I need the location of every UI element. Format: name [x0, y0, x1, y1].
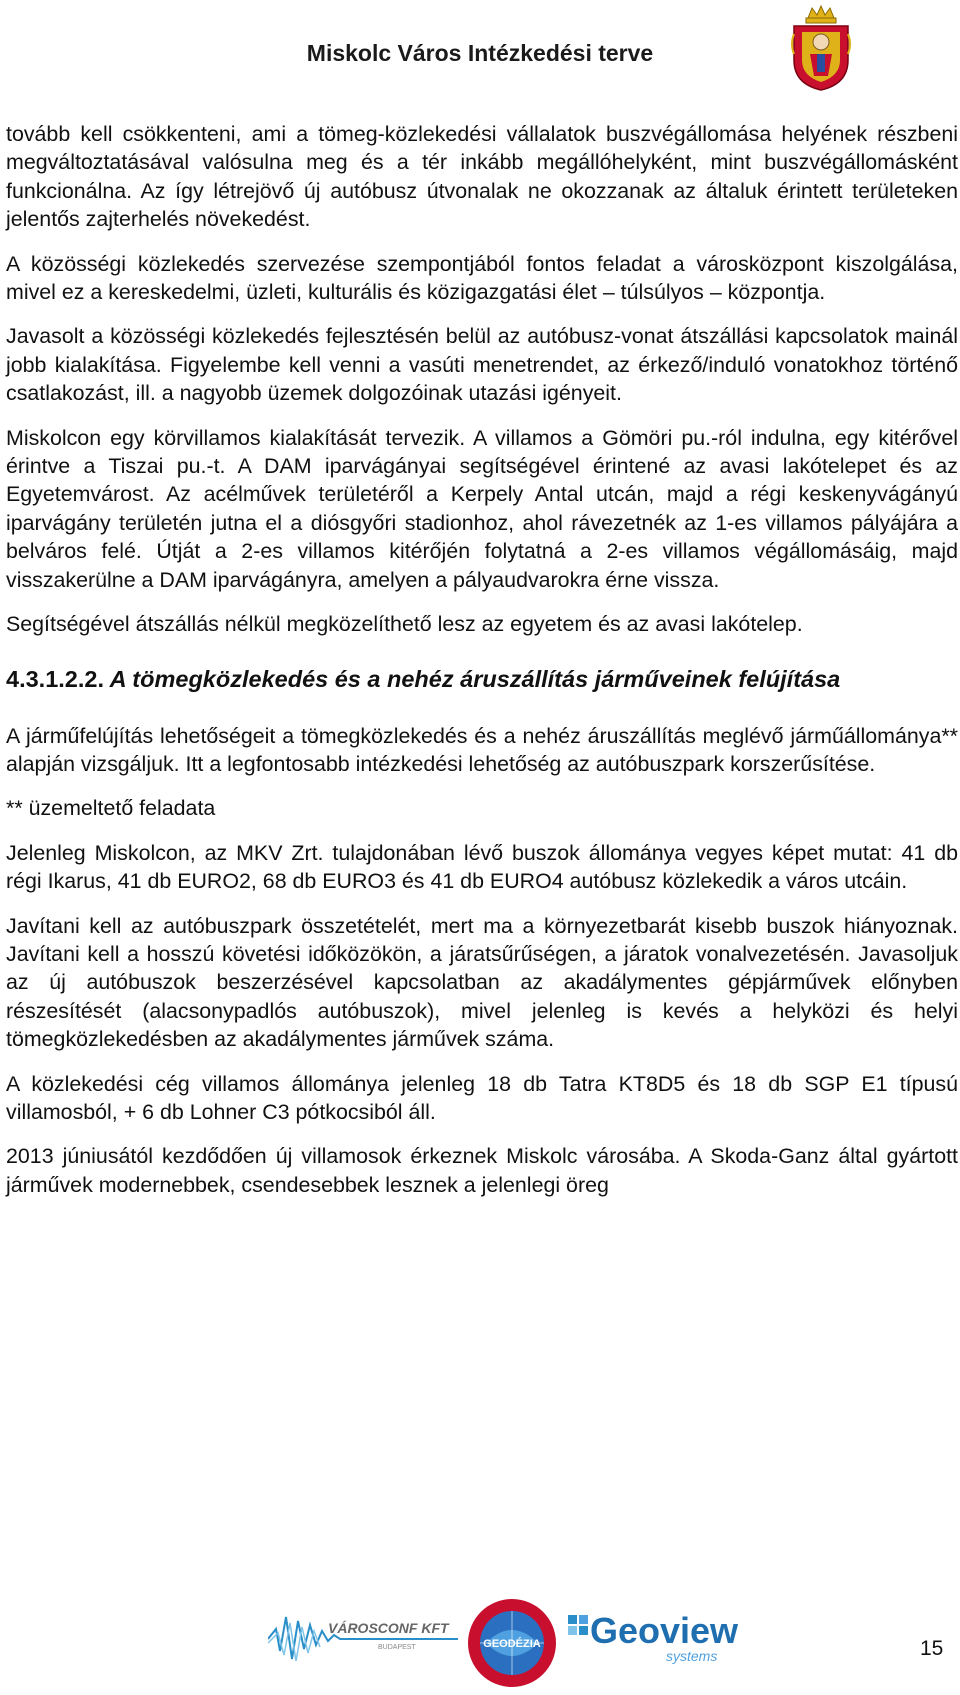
paragraph: A közösségi közlekedés szervezése szempontjából fontos feladat a városközpont kiszolgálása, mivel ez a kereskedelmi, üzleti, kulturális és közigazgatási élet – túlsúlyos – központja.: [6, 251, 958, 305]
page-header-title: Miskolc Város Intézkedési terve: [306, 40, 654, 66]
paragraph: Javítani kell az autóbuszpark összetételét, mert ma a környezetbarát kisebb buszok hiányoznak. Javítani kell a hosszú követési időközökön, a járatsűrűségen, a járatok vonalvezetésén. Javasoljuk az új autóbuszok beszerzésével kapcsolatban az akadálymentes gépjárművek előnyben részesítését (alacsonypadlós autóbuszok), mivel jelenleg is kevés a helyközi és helyi tömegközlekedésben az akadálymentes járművek száma.: [6, 913, 958, 1052]
section-title: A tömegközlekedés és a nehéz áruszállítás járműveinek felújítása: [109, 665, 841, 692]
page-footer: [0, 1595, 960, 1685]
svg-text:Geoview: Geoview: [590, 1610, 739, 1651]
section-heading: [6, 665, 958, 694]
paragraph: Jelenleg Miskolcon, az MKV Zrt. tulajdonában lévő buszok állománya vegyes képet mutat: 41 db régi Ikarus, 41 db EURO2, 68 db EURO3 és 41 db EURO4 autóbusz közlekedik a város utcáin.: [6, 840, 958, 894]
paragraph: Miskolcon egy körvillamos kialakítását tervezik. A villamos a Gömöri pu.-ról indulna, egy kitérővel érintve a Tiszai pu.-t. A DAM iparvágányai segítségével érintené az avasi lakótelepet és az Egyetemvárost. Az acélművek területéről a Kerpely Antal utcán, majd a régi keskenyvágányú iparvágány területén jutna el a diósgyőri stadionhoz, ahol rávezetnék az 1-es villamos pályájára a belváros felé. Útját a 2-es villamos kitérőjén folytatná a 2-es villamos végállomásáig, majd visszakerülne a DAM iparvágányra, amelyen a pályaudvarokra érne vissza.: [6, 425, 958, 592]
paragraph: Segítségével átszállás nélkül megközelíthető lesz az egyetem és az avasi lakótelep.: [6, 612, 803, 637]
footnote: ** üzemeltető feladata: [6, 796, 216, 821]
section-number: 4.3.1.2.2.: [6, 665, 104, 692]
svg-text:VÁROSCONF KFT: VÁROSCONF KFT: [328, 1620, 449, 1636]
paragraph: Javasolt a közösségi közlekedés fejlesztésén belül az autóbusz-vonat átszállási kapcsolatok mainál jobb kialakítása. Figyelembe kell venni a vasúti menetrendet, az érkező/induló vonatokhoz történő csatlakozást, ill. a nagyobb üzemek dolgozóinak utazási igényeit.: [6, 324, 958, 406]
paragraph: A járműfelújítás lehetőségeit a tömegközlekedés és a nehéz áruszállítás meglévő járműállománya** alapján vizsgáljuk. Itt a legfontosabb intézkedési lehetőség az autóbuszpark korszerűsítése.: [6, 723, 958, 776]
svg-text:systems: systems: [666, 1648, 718, 1664]
geodezia-seal-logo: [466, 1597, 558, 1689]
document-body: [6, 120, 958, 1215]
geoview-logo: [566, 1601, 746, 1671]
page-number: 15: [920, 1637, 944, 1660]
svg-text:BUDAPEST: BUDAPEST: [378, 1644, 416, 1651]
coat-of-arms-icon: [788, 4, 854, 92]
paragraph: 2013 júniusától kezdődően új villamosok érkeznek Miskolc városába. A Skoda-Ganz által gyártott járművek modernebbek, csendesebbek lesznek a jelenlegi öreg: [6, 1144, 958, 1197]
paragraph: tovább kell csökkenteni, ami a tömeg-közlekedési vállalatok buszvégállomása helyének részbeni megváltoztatásával valósulna meg és a tér inkább megállóhelyként, mint buszvégállomásként funkcionálna. Az így létrejövő új autóbusz útvonalak ne okozzanak az általuk érintett területeken jelentős zajterhelés növekedést.: [6, 122, 958, 232]
paragraph: A közlekedési cég villamos állománya jelenleg 18 db Tatra KT8D5 és 18 db SGP E1 típusú villamosból, + 6 db Lohner C3 pótkocsiból áll.: [6, 1071, 958, 1124]
varosconf-logo: [268, 1599, 458, 1669]
svg-text:GEODÉZIA: GEODÉZIA: [483, 1638, 541, 1650]
